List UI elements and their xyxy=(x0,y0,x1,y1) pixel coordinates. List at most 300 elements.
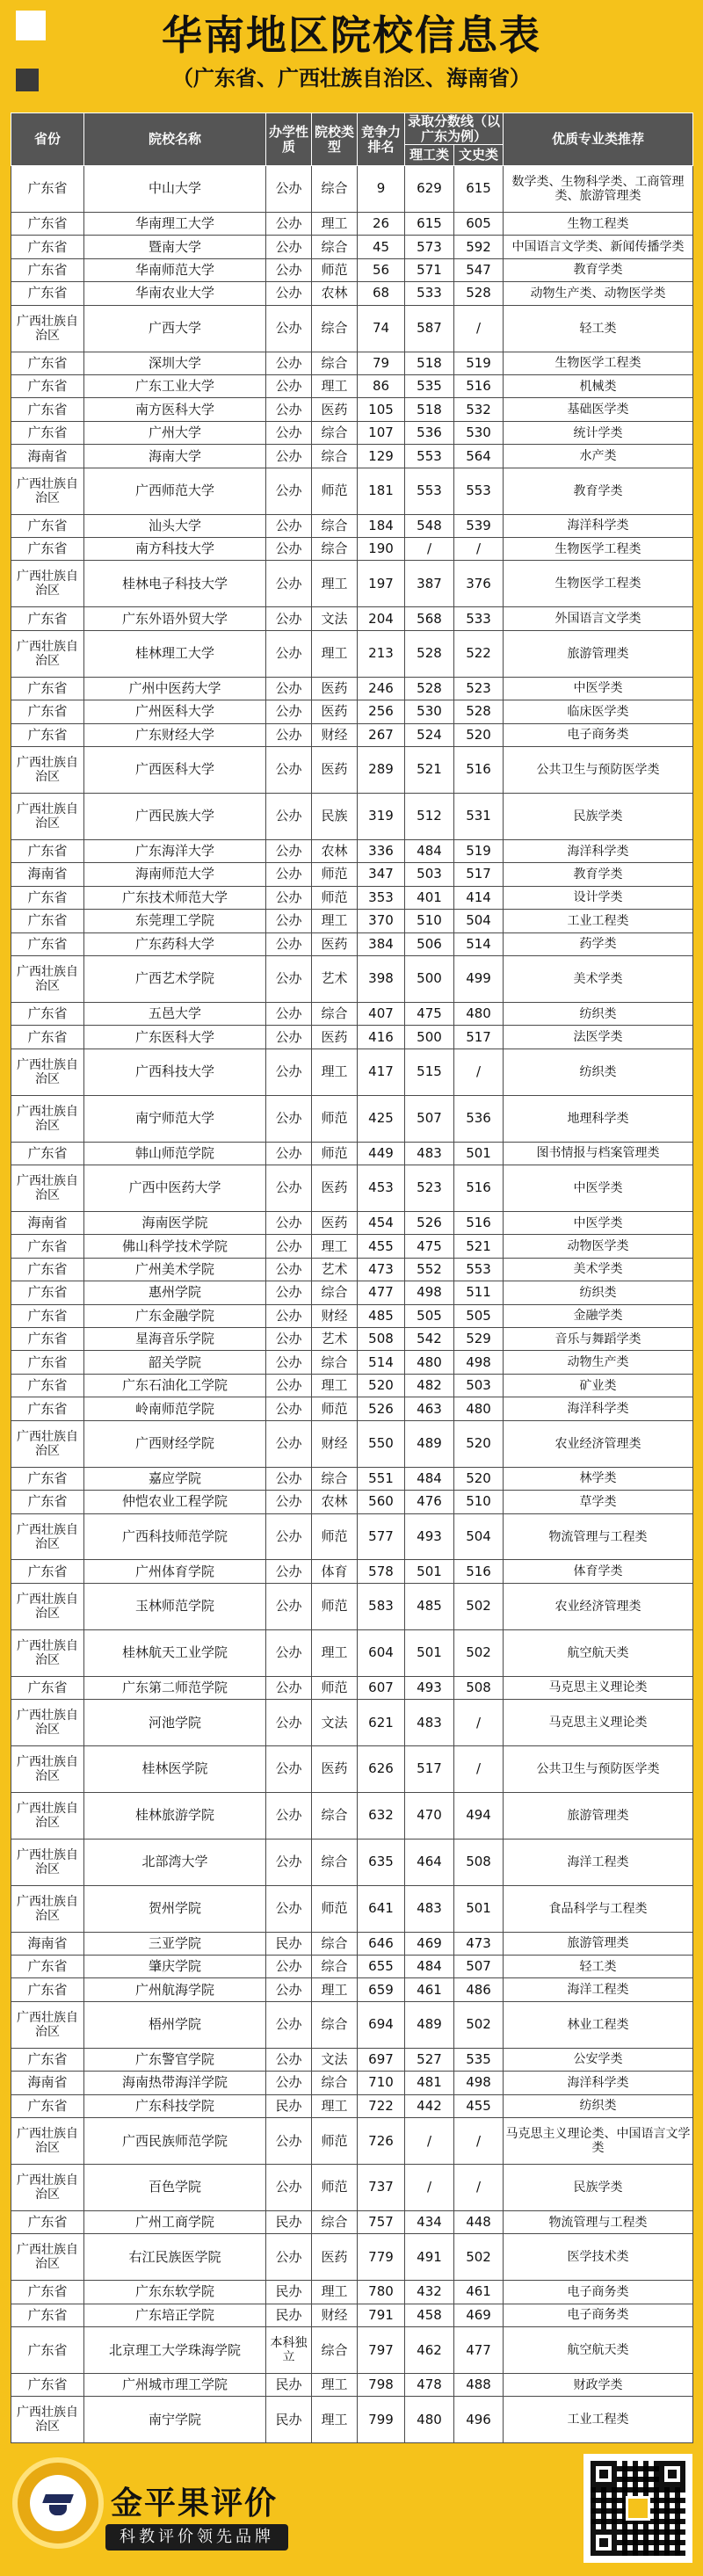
cell-score-arts: 414 xyxy=(454,886,504,909)
cell-major: 食品科学与工程类 xyxy=(504,1885,693,1932)
cell-score-science: 483 xyxy=(405,1700,454,1746)
cell-score-science: 461 xyxy=(405,1978,454,2001)
cell-score-science: 535 xyxy=(405,374,454,397)
table-row xyxy=(11,2327,693,2374)
cell-category: 师范 xyxy=(312,258,358,281)
cell-score-arts: 528 xyxy=(454,282,504,305)
cell-score-arts: / xyxy=(454,1049,504,1095)
cell-score-arts: 520 xyxy=(454,723,504,746)
cell-score-science: 481 xyxy=(405,2072,454,2094)
cell-score-arts: 505 xyxy=(454,1304,504,1327)
cell-school: 广西医科大学 xyxy=(84,747,266,794)
cell-score-science: 515 xyxy=(405,1049,454,1095)
cell-rank: 453 xyxy=(358,1165,405,1211)
cell-category: 医药 xyxy=(312,747,358,794)
cell-province: 广东省 xyxy=(11,1281,84,1304)
cell-school: 肇庆学院 xyxy=(84,1956,266,1978)
cell-major: 物流管理与工程类 xyxy=(504,1513,693,1560)
table-row xyxy=(11,1932,693,1955)
cell-score-arts: 504 xyxy=(454,910,504,932)
cell-score-science: 500 xyxy=(405,1026,454,1049)
table-row xyxy=(11,1397,693,1420)
cell-score-science: 475 xyxy=(405,1002,454,1025)
cell-major: 海洋科学类 xyxy=(504,514,693,537)
cell-major: 纺织类 xyxy=(504,1002,693,1025)
cell-category: 师范 xyxy=(312,468,358,514)
cell-ownership: 公办 xyxy=(266,1235,312,1258)
cell-category: 医药 xyxy=(312,1165,358,1211)
cell-score-arts: 516 xyxy=(454,1560,504,1583)
cell-score-arts: 547 xyxy=(454,258,504,281)
cell-category: 理工 xyxy=(312,2373,358,2396)
cell-province: 广东省 xyxy=(11,1467,84,1490)
footer xyxy=(0,2443,703,2576)
cell-rank: 416 xyxy=(358,1026,405,1049)
cell-score-arts: 516 xyxy=(454,374,504,397)
cell-category: 师范 xyxy=(312,1397,358,1420)
table-row xyxy=(11,1002,693,1025)
cell-rank: 607 xyxy=(358,1676,405,1699)
cell-score-arts: 517 xyxy=(454,1026,504,1049)
cell-score-science: 498 xyxy=(405,1281,454,1304)
table-row xyxy=(11,2072,693,2094)
cell-category: 综合 xyxy=(312,236,358,258)
cell-province: 广东省 xyxy=(11,1351,84,1374)
cell-province: 广东省 xyxy=(11,2210,84,2233)
cell-province: 广东省 xyxy=(11,1560,84,1583)
cell-category: 理工 xyxy=(312,2281,358,2304)
cell-score-arts: 477 xyxy=(454,2327,504,2374)
cell-score-science: 484 xyxy=(405,1467,454,1490)
brand-logo xyxy=(12,2457,104,2549)
cell-major: 矿业类 xyxy=(504,1374,693,1397)
cell-rank: 384 xyxy=(358,932,405,955)
cell-category: 文法 xyxy=(312,1700,358,1746)
cell-rank: 79 xyxy=(358,352,405,374)
cell-score-science: 629 xyxy=(405,166,454,213)
cell-category: 理工 xyxy=(312,1978,358,2001)
cell-rank: 289 xyxy=(358,747,405,794)
cell-province: 广东省 xyxy=(11,282,84,305)
cell-major: 中医学类 xyxy=(504,1211,693,1234)
cell-score-arts: 376 xyxy=(454,561,504,607)
table-row xyxy=(11,538,693,561)
cell-school: 桂林旅游学院 xyxy=(84,1792,266,1839)
cell-major: 民族学类 xyxy=(504,793,693,839)
cell-score-science: 573 xyxy=(405,236,454,258)
cell-score-arts: 480 xyxy=(454,1002,504,1025)
cell-major: 动物医学类 xyxy=(504,1235,693,1258)
cell-province: 广西壮族自治区 xyxy=(11,630,84,677)
cell-ownership: 公办 xyxy=(266,2072,312,2094)
cell-province: 广东省 xyxy=(11,839,84,862)
cell-ownership: 公办 xyxy=(266,1328,312,1351)
cell-category: 综合 xyxy=(312,2210,358,2233)
table-row xyxy=(11,607,693,630)
cell-school: 桂林电子科技大学 xyxy=(84,561,266,607)
cell-score-science: 505 xyxy=(405,1304,454,1327)
cell-province: 广东省 xyxy=(11,1978,84,2001)
cell-score-science: 480 xyxy=(405,2397,454,2443)
table-row xyxy=(11,630,693,677)
cell-major: 林学类 xyxy=(504,1467,693,1490)
qr-code[interactable] xyxy=(583,2454,692,2563)
cell-school: 广州美术学院 xyxy=(84,1258,266,1281)
cell-major: 临床医学类 xyxy=(504,700,693,723)
cell-major: 旅游管理类 xyxy=(504,630,693,677)
cell-province: 海南省 xyxy=(11,1932,84,1955)
cell-major: 纺织类 xyxy=(504,1281,693,1304)
cell-category: 艺术 xyxy=(312,1258,358,1281)
cell-category: 医药 xyxy=(312,932,358,955)
cell-category: 师范 xyxy=(312,1095,358,1142)
cell-ownership: 公办 xyxy=(266,1746,312,1793)
cell-major: 财政学类 xyxy=(504,2373,693,2396)
cell-major: 马克思主义理论类 xyxy=(504,1700,693,1746)
cell-province: 广西壮族自治区 xyxy=(11,1165,84,1211)
cell-category: 师范 xyxy=(312,1583,358,1629)
cell-major: 音乐与舞蹈学类 xyxy=(504,1328,693,1351)
cell-score-science: 484 xyxy=(405,839,454,862)
cell-province: 广西壮族自治区 xyxy=(11,2001,84,2048)
cell-major: 地理科学类 xyxy=(504,1095,693,1142)
cell-school: 广西中医药大学 xyxy=(84,1165,266,1211)
cell-major: 海洋科学类 xyxy=(504,839,693,862)
cell-category: 文法 xyxy=(312,2048,358,2071)
cell-score-science: 552 xyxy=(405,1258,454,1281)
cell-rank: 417 xyxy=(358,1049,405,1095)
table-row xyxy=(11,166,693,213)
header-school: 院校名称 xyxy=(84,113,266,166)
cell-school: 广州航海学院 xyxy=(84,1978,266,2001)
cell-score-science: / xyxy=(405,538,454,561)
cell-rank: 604 xyxy=(358,1629,405,1676)
cell-ownership: 民办 xyxy=(266,2094,312,2117)
cell-score-science: 476 xyxy=(405,1491,454,1513)
cell-category: 财经 xyxy=(312,723,358,746)
cell-category: 师范 xyxy=(312,886,358,909)
cell-school: 玉林师范学院 xyxy=(84,1583,266,1629)
header-score-group: 录取分数线（以广东为例） xyxy=(405,113,504,145)
cell-score-science: 434 xyxy=(405,2210,454,2233)
cell-category: 艺术 xyxy=(312,1328,358,1351)
cell-category: 师范 xyxy=(312,1142,358,1165)
cell-major: 生物工程类 xyxy=(504,212,693,235)
cell-score-science: 462 xyxy=(405,2327,454,2374)
cell-school: 广州医科大学 xyxy=(84,700,266,723)
cell-score-arts: 517 xyxy=(454,863,504,886)
school-table-container xyxy=(11,112,692,2443)
cell-ownership: 公办 xyxy=(266,932,312,955)
table-row xyxy=(11,258,693,281)
cell-score-science: 387 xyxy=(405,561,454,607)
cell-score-arts: 533 xyxy=(454,607,504,630)
cell-ownership: 公办 xyxy=(266,282,312,305)
table-row xyxy=(11,932,693,955)
cell-major: 旅游管理类 xyxy=(504,1932,693,1955)
cell-province: 海南省 xyxy=(11,2072,84,2094)
page-subtitle: （广东省、广西壮族自治区、海南省） xyxy=(172,66,531,91)
cell-school: 广东工业大学 xyxy=(84,374,266,397)
cell-rank: 455 xyxy=(358,1235,405,1258)
cell-major: 教育学类 xyxy=(504,863,693,886)
cell-ownership: 民办 xyxy=(266,2210,312,2233)
cell-score-science: 571 xyxy=(405,258,454,281)
cell-major: 法医学类 xyxy=(504,1026,693,1049)
cell-province: 广东省 xyxy=(11,374,84,397)
cell-province: 广西壮族自治区 xyxy=(11,561,84,607)
cell-major: 航空航天类 xyxy=(504,2327,693,2374)
table-row xyxy=(11,2234,693,2281)
cell-score-science: 553 xyxy=(405,468,454,514)
cell-score-arts: 510 xyxy=(454,1491,504,1513)
cell-rank: 485 xyxy=(358,1304,405,1327)
cell-school: 三亚学院 xyxy=(84,1932,266,1955)
cell-category: 师范 xyxy=(312,2118,358,2165)
cell-major: 公共卫生与预防医学类 xyxy=(504,1746,693,1793)
cell-major: 公共卫生与预防医学类 xyxy=(504,747,693,794)
cell-score-arts: 507 xyxy=(454,1956,504,1978)
cell-school: 惠州学院 xyxy=(84,1281,266,1304)
cell-category: 综合 xyxy=(312,166,358,213)
table-row xyxy=(11,886,693,909)
cell-school: 华南师范大学 xyxy=(84,258,266,281)
table-row xyxy=(11,747,693,794)
cell-rank: 477 xyxy=(358,1281,405,1304)
cell-score-arts: 496 xyxy=(454,2397,504,2443)
cell-rank: 694 xyxy=(358,2001,405,2048)
cell-ownership: 公办 xyxy=(266,1095,312,1142)
cell-ownership: 公办 xyxy=(266,538,312,561)
cell-score-arts: 521 xyxy=(454,1235,504,1258)
table-row xyxy=(11,2397,693,2443)
cell-rank: 641 xyxy=(358,1885,405,1932)
table-row xyxy=(11,1304,693,1327)
cell-ownership: 公办 xyxy=(266,910,312,932)
cell-school: 桂林航天工业学院 xyxy=(84,1629,266,1676)
cell-rank: 184 xyxy=(358,514,405,537)
cell-ownership: 民办 xyxy=(266,1932,312,1955)
cell-province: 广东省 xyxy=(11,212,84,235)
table-row xyxy=(11,723,693,746)
cell-ownership: 公办 xyxy=(266,1978,312,2001)
table-row xyxy=(11,1420,693,1467)
cell-rank: 473 xyxy=(358,1258,405,1281)
cell-ownership: 公办 xyxy=(266,839,312,862)
cell-score-arts: 592 xyxy=(454,236,504,258)
cell-rank: 347 xyxy=(358,863,405,886)
cell-major: 设计学类 xyxy=(504,886,693,909)
cell-ownership: 公办 xyxy=(266,1560,312,1583)
cell-rank: 722 xyxy=(358,2094,405,2117)
cell-major: 林业工程类 xyxy=(504,2001,693,2048)
cell-score-arts: 522 xyxy=(454,630,504,677)
cell-score-arts: 503 xyxy=(454,1374,504,1397)
cell-category: 师范 xyxy=(312,1676,358,1699)
cell-school: 广东科技学院 xyxy=(84,2094,266,2117)
cell-category: 综合 xyxy=(312,445,358,468)
table-row xyxy=(11,1328,693,1351)
cell-school: 广州大学 xyxy=(84,421,266,444)
cell-category: 综合 xyxy=(312,538,358,561)
cell-province: 广西壮族自治区 xyxy=(11,747,84,794)
cell-score-science: 501 xyxy=(405,1629,454,1676)
cell-score-arts: 564 xyxy=(454,445,504,468)
cell-province: 广西壮族自治区 xyxy=(11,1629,84,1676)
cell-school: 广东第二师范学院 xyxy=(84,1676,266,1699)
cell-score-science: 464 xyxy=(405,1839,454,1885)
cell-ownership: 公办 xyxy=(266,236,312,258)
cell-school: 广东技术师范大学 xyxy=(84,886,266,909)
cell-school: 桂林医学院 xyxy=(84,1746,266,1793)
cell-ownership: 民办 xyxy=(266,2281,312,2304)
cell-category: 综合 xyxy=(312,421,358,444)
cell-rank: 56 xyxy=(358,258,405,281)
cell-school: 南方医科大学 xyxy=(84,398,266,421)
cell-major: 轻工类 xyxy=(504,305,693,352)
cell-rank: 508 xyxy=(358,1328,405,1351)
cell-school: 广东财经大学 xyxy=(84,723,266,746)
cell-ownership: 公办 xyxy=(266,212,312,235)
cell-school: 星海音乐学院 xyxy=(84,1328,266,1351)
cell-rank: 710 xyxy=(358,2072,405,2094)
cell-school: 百色学院 xyxy=(84,2164,266,2210)
cell-score-science: 528 xyxy=(405,677,454,700)
cell-score-arts: 448 xyxy=(454,2210,504,2233)
cell-province: 广东省 xyxy=(11,677,84,700)
cell-category: 综合 xyxy=(312,1002,358,1025)
cell-score-arts: / xyxy=(454,305,504,352)
cell-score-science: 568 xyxy=(405,607,454,630)
cell-score-science: 482 xyxy=(405,1374,454,1397)
cell-score-arts: 530 xyxy=(454,421,504,444)
cell-rank: 319 xyxy=(358,793,405,839)
cell-score-arts: 536 xyxy=(454,1095,504,1142)
cell-score-arts: 523 xyxy=(454,677,504,700)
cell-ownership: 公办 xyxy=(266,1397,312,1420)
cell-score-arts: 455 xyxy=(454,2094,504,2117)
cell-school: 南宁师范大学 xyxy=(84,1095,266,1142)
cell-score-arts: 615 xyxy=(454,166,504,213)
cell-score-science: 530 xyxy=(405,700,454,723)
cell-rank: 635 xyxy=(358,1839,405,1885)
cell-school: 广东海洋大学 xyxy=(84,839,266,862)
cell-category: 综合 xyxy=(312,2072,358,2094)
cell-score-arts: 535 xyxy=(454,2048,504,2071)
cell-score-arts: 516 xyxy=(454,1211,504,1234)
cell-category: 农林 xyxy=(312,282,358,305)
school-table xyxy=(11,112,693,2443)
cell-ownership: 公办 xyxy=(266,1258,312,1281)
table-row xyxy=(11,793,693,839)
table-row xyxy=(11,1560,693,1583)
cell-rank: 353 xyxy=(358,886,405,909)
cell-score-arts: 508 xyxy=(454,1676,504,1699)
cell-category: 综合 xyxy=(312,352,358,374)
cell-rank: 74 xyxy=(358,305,405,352)
cell-category: 医药 xyxy=(312,700,358,723)
cell-score-arts: 514 xyxy=(454,932,504,955)
cell-category: 综合 xyxy=(312,2001,358,2048)
table-row xyxy=(11,1700,693,1746)
cell-score-arts: 532 xyxy=(454,398,504,421)
cell-score-science: 480 xyxy=(405,1351,454,1374)
cell-province: 广东省 xyxy=(11,700,84,723)
cell-score-science: 533 xyxy=(405,282,454,305)
cell-score-arts: 520 xyxy=(454,1420,504,1467)
cell-school: 汕头大学 xyxy=(84,514,266,537)
table-row xyxy=(11,1467,693,1490)
table-row xyxy=(11,352,693,374)
page-title: 华南地区院校信息表 xyxy=(162,11,541,59)
cell-school: 广西财经学院 xyxy=(84,1420,266,1467)
cell-category: 综合 xyxy=(312,1956,358,1978)
cell-score-science: 491 xyxy=(405,2234,454,2281)
cell-category: 理工 xyxy=(312,2094,358,2117)
cell-rank: 659 xyxy=(358,1978,405,2001)
cell-ownership: 公办 xyxy=(266,352,312,374)
cell-school: 贺州学院 xyxy=(84,1885,266,1932)
cell-school: 东莞理工学院 xyxy=(84,910,266,932)
cell-major: 物流管理与工程类 xyxy=(504,2210,693,2233)
table-row xyxy=(11,910,693,932)
cell-province: 广东省 xyxy=(11,398,84,421)
cell-category: 医药 xyxy=(312,398,358,421)
cell-ownership: 公办 xyxy=(266,1049,312,1095)
cell-province: 广西壮族自治区 xyxy=(11,305,84,352)
cell-score-science: 500 xyxy=(405,955,454,1002)
cell-score-arts: 494 xyxy=(454,1792,504,1839)
cell-major: 海洋科学类 xyxy=(504,2072,693,2094)
cell-major: 海洋工程类 xyxy=(504,1978,693,2001)
cell-category: 理工 xyxy=(312,630,358,677)
cell-school: 广东医科大学 xyxy=(84,1026,266,1049)
table-row xyxy=(11,514,693,537)
cell-ownership: 公办 xyxy=(266,1513,312,1560)
cell-rank: 779 xyxy=(358,2234,405,2281)
cell-category: 财经 xyxy=(312,2304,358,2326)
table-row xyxy=(11,2210,693,2233)
cell-province: 广西壮族自治区 xyxy=(11,1839,84,1885)
cell-ownership: 公办 xyxy=(266,1211,312,1234)
cell-score-science: 506 xyxy=(405,932,454,955)
cell-rank: 799 xyxy=(358,2397,405,2443)
cell-ownership: 公办 xyxy=(266,1583,312,1629)
cell-ownership: 民办 xyxy=(266,2304,312,2326)
cell-province: 广东省 xyxy=(11,1142,84,1165)
cell-score-science: 485 xyxy=(405,1583,454,1629)
cell-province: 广东省 xyxy=(11,1491,84,1513)
cell-ownership: 公办 xyxy=(266,1002,312,1025)
cell-category: 农林 xyxy=(312,1491,358,1513)
table-row xyxy=(11,2164,693,2210)
table-body xyxy=(11,166,693,2443)
cell-major: 农业经济管理类 xyxy=(504,1420,693,1467)
table-row xyxy=(11,1049,693,1095)
cell-category: 综合 xyxy=(312,514,358,537)
table-row xyxy=(11,445,693,468)
cell-rank: 398 xyxy=(358,955,405,1002)
cell-score-arts: 502 xyxy=(454,2001,504,2048)
cell-score-arts: 501 xyxy=(454,1142,504,1165)
cell-score-arts: 501 xyxy=(454,1885,504,1932)
table-row xyxy=(11,1258,693,1281)
cell-category: 综合 xyxy=(312,2327,358,2374)
table-row xyxy=(11,2048,693,2071)
cell-school: 深圳大学 xyxy=(84,352,266,374)
cell-ownership: 公办 xyxy=(266,514,312,537)
cell-rank: 26 xyxy=(358,212,405,235)
